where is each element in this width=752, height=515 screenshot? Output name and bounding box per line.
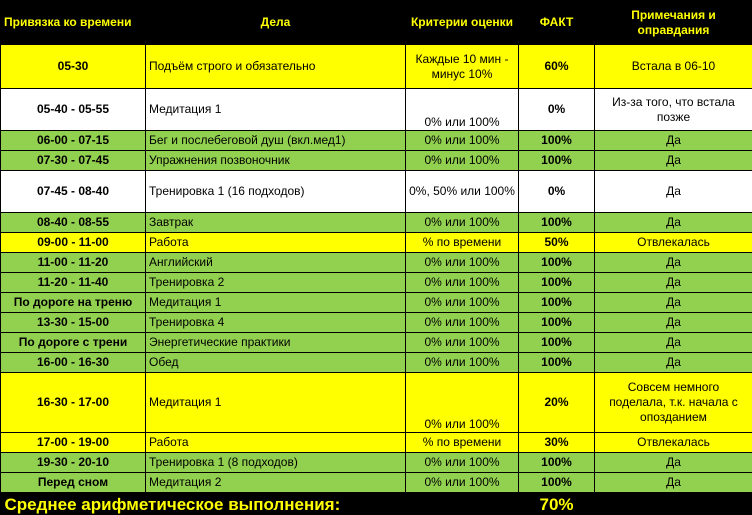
fact-cell: 30% bbox=[519, 433, 595, 453]
note-cell: Да bbox=[595, 253, 752, 273]
note-cell: Да bbox=[595, 333, 752, 353]
note-cell: Совсем немного поделала, т.к. начала с опозданием bbox=[595, 373, 752, 433]
criteria-cell: 0% или 100% bbox=[406, 253, 519, 273]
note-cell: Да bbox=[595, 313, 752, 333]
task-cell: Медитация 2 bbox=[146, 473, 406, 493]
header-criteria: Критерии оценки bbox=[406, 1, 519, 45]
footer-empty-cell bbox=[595, 493, 752, 515]
average-label: Среднее арифметическое выполнения: bbox=[1, 493, 519, 515]
note-cell: Из-за того, что встала позже bbox=[595, 89, 752, 131]
header-notes: Примечания и оправдания bbox=[595, 1, 752, 45]
time-cell: 19-30 - 20-10 bbox=[1, 453, 146, 473]
criteria-cell: 0% или 100% bbox=[406, 453, 519, 473]
task-cell: Тренировка 1 (16 подходов) bbox=[146, 171, 406, 213]
time-cell: 16-00 - 16-30 bbox=[1, 353, 146, 373]
criteria-cell: 0% или 100% bbox=[406, 131, 519, 151]
fact-cell: 0% bbox=[519, 171, 595, 213]
table-row bbox=[1, 353, 752, 373]
table-row bbox=[1, 151, 752, 171]
task-cell: Завтрак bbox=[146, 213, 406, 233]
task-cell: Тренировка 1 (8 подходов) bbox=[146, 453, 406, 473]
table-row bbox=[1, 273, 752, 293]
criteria-cell: % по времени bbox=[406, 433, 519, 453]
time-cell: 07-45 - 08-40 bbox=[1, 171, 146, 213]
fact-cell: 0% bbox=[519, 89, 595, 131]
table-row bbox=[1, 333, 752, 353]
criteria-cell: 0%, 50% или 100% bbox=[406, 171, 519, 213]
note-cell: Да bbox=[595, 131, 752, 151]
table-row bbox=[1, 253, 752, 273]
criteria-cell: % по времени bbox=[406, 233, 519, 253]
time-cell: 11-00 - 11-20 bbox=[1, 253, 146, 273]
footer-row bbox=[1, 493, 752, 515]
criteria-cell: Каждые 10 мин - минус 10% bbox=[406, 45, 519, 89]
task-cell: Бег и послебеговой душ (вкл.мед1) bbox=[146, 131, 406, 151]
header-time: Привязка ко времени bbox=[1, 1, 146, 45]
criteria-cell: 0% или 100% bbox=[406, 313, 519, 333]
table-row bbox=[1, 89, 752, 131]
header-task: Дела bbox=[146, 1, 406, 45]
note-cell: Да bbox=[595, 151, 752, 171]
task-cell: Медитация 1 bbox=[146, 293, 406, 313]
header-fact: ФАКТ bbox=[519, 1, 595, 45]
time-cell: 05-40 - 05-55 bbox=[1, 89, 146, 131]
time-cell: 17-00 - 19-00 bbox=[1, 433, 146, 453]
note-cell: Да bbox=[595, 353, 752, 373]
time-cell: 08-40 - 08-55 bbox=[1, 213, 146, 233]
task-cell: Работа bbox=[146, 433, 406, 453]
fact-cell: 100% bbox=[519, 213, 595, 233]
task-cell: Энергетические практики bbox=[146, 333, 406, 353]
header-row bbox=[1, 1, 752, 45]
time-cell: 16-30 - 17-00 bbox=[1, 373, 146, 433]
table-row bbox=[1, 433, 752, 453]
time-cell: 05-30 bbox=[1, 45, 146, 89]
table-row bbox=[1, 213, 752, 233]
time-cell: По дороге на треню bbox=[1, 293, 146, 313]
criteria-cell: 0% или 100% bbox=[406, 293, 519, 313]
time-cell: 09-00 - 11-00 bbox=[1, 233, 146, 253]
task-cell: Медитация 1 bbox=[146, 373, 406, 433]
time-cell: Перед сном bbox=[1, 473, 146, 493]
fact-cell: 100% bbox=[519, 151, 595, 171]
task-cell: Тренировка 4 bbox=[146, 313, 406, 333]
note-cell: Встала в 06-10 bbox=[595, 45, 752, 89]
criteria-cell: 0% или 100% bbox=[406, 373, 519, 433]
table-row bbox=[1, 313, 752, 333]
table-row bbox=[1, 453, 752, 473]
time-cell: 06-00 - 07-15 bbox=[1, 131, 146, 151]
table-row bbox=[1, 473, 752, 493]
table-row bbox=[1, 373, 752, 433]
task-cell: Обед bbox=[146, 353, 406, 373]
table-row bbox=[1, 233, 752, 253]
table-row bbox=[1, 45, 752, 89]
criteria-cell: 0% или 100% bbox=[406, 151, 519, 171]
task-cell: Английский bbox=[146, 253, 406, 273]
note-cell: Да bbox=[595, 293, 752, 313]
average-value: 70% bbox=[519, 493, 595, 515]
fact-cell: 60% bbox=[519, 45, 595, 89]
fact-cell: 100% bbox=[519, 273, 595, 293]
fact-cell: 100% bbox=[519, 313, 595, 333]
table-row bbox=[1, 293, 752, 313]
note-cell: Да bbox=[595, 473, 752, 493]
fact-cell: 100% bbox=[519, 253, 595, 273]
fact-cell: 100% bbox=[519, 333, 595, 353]
task-cell: Подъём строго и обязательно bbox=[146, 45, 406, 89]
note-cell: Да bbox=[595, 273, 752, 293]
fact-cell: 100% bbox=[519, 353, 595, 373]
note-cell: Да bbox=[595, 171, 752, 213]
criteria-cell: 0% или 100% bbox=[406, 473, 519, 493]
task-cell: Медитация 1 bbox=[146, 89, 406, 131]
time-cell: По дороге с трени bbox=[1, 333, 146, 353]
criteria-cell: 0% или 100% bbox=[406, 89, 519, 131]
note-cell: Да bbox=[595, 213, 752, 233]
time-cell: 11-20 - 11-40 bbox=[1, 273, 146, 293]
fact-cell: 100% bbox=[519, 473, 595, 493]
note-cell: Отвлекалась bbox=[595, 233, 752, 253]
criteria-cell: 0% или 100% bbox=[406, 353, 519, 373]
note-cell: Отвлекалась bbox=[595, 433, 752, 453]
task-cell: Работа bbox=[146, 233, 406, 253]
note-cell: Да bbox=[595, 453, 752, 473]
time-cell: 13-30 - 15-00 bbox=[1, 313, 146, 333]
criteria-cell: 0% или 100% bbox=[406, 333, 519, 353]
criteria-cell: 0% или 100% bbox=[406, 213, 519, 233]
task-cell: Тренировка 2 bbox=[146, 273, 406, 293]
fact-cell: 50% bbox=[519, 233, 595, 253]
criteria-cell: 0% или 100% bbox=[406, 273, 519, 293]
time-cell: 07-30 - 07-45 bbox=[1, 151, 146, 171]
table-row bbox=[1, 171, 752, 213]
fact-cell: 100% bbox=[519, 131, 595, 151]
fact-cell: 20% bbox=[519, 373, 595, 433]
task-cell: Упражнения позвоночник bbox=[146, 151, 406, 171]
table-row bbox=[1, 131, 752, 151]
fact-cell: 100% bbox=[519, 293, 595, 313]
fact-cell: 100% bbox=[519, 453, 595, 473]
